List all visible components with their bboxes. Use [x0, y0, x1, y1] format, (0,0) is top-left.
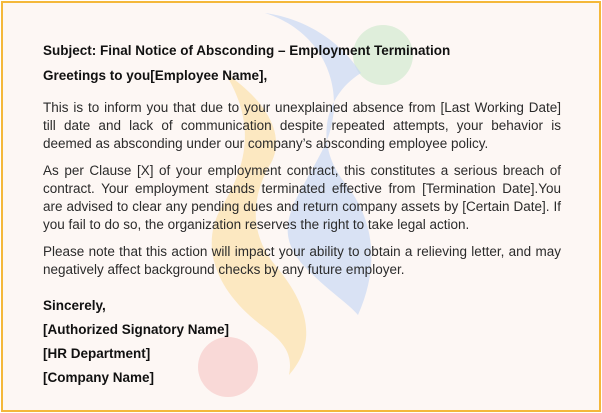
signatory-name: [Authorized Signatory Name]	[43, 322, 230, 337]
letter-body	[43, 42, 561, 393]
paragraph-impact: Please note that this action will impact your ability to obtain a relieving letter, and may negatively affect background checks by any future employer.	[43, 244, 561, 277]
letter-closing: Sincerely,	[43, 298, 106, 313]
letter-frame	[1, 1, 601, 412]
signatory-company: [Company Name]	[43, 370, 155, 385]
letter-subject: Subject: Final Notice of Absconding – Employment Termination	[43, 43, 451, 58]
letter-greeting: Greetings to you[Employee Name],	[43, 68, 268, 83]
signatory-department: [HR Department]	[43, 346, 151, 361]
paragraph-absence: This is to inform you that due to your unexplained absence from [Last Working Date] till date and lack of communication despite repeated attempts, your behavior is deemed as absconding under our company’s absconding employee policy.	[43, 100, 561, 151]
paragraph-breach: As per Clause [X] of your employment contract, this constitutes a serious breach of contract. Your employment stands terminated effective from [Termination Date].You are advised to clear any pending dues and return company assets by [Certain Date]. If you fail to do so, the organization reserves the right to take legal action.	[43, 163, 561, 232]
